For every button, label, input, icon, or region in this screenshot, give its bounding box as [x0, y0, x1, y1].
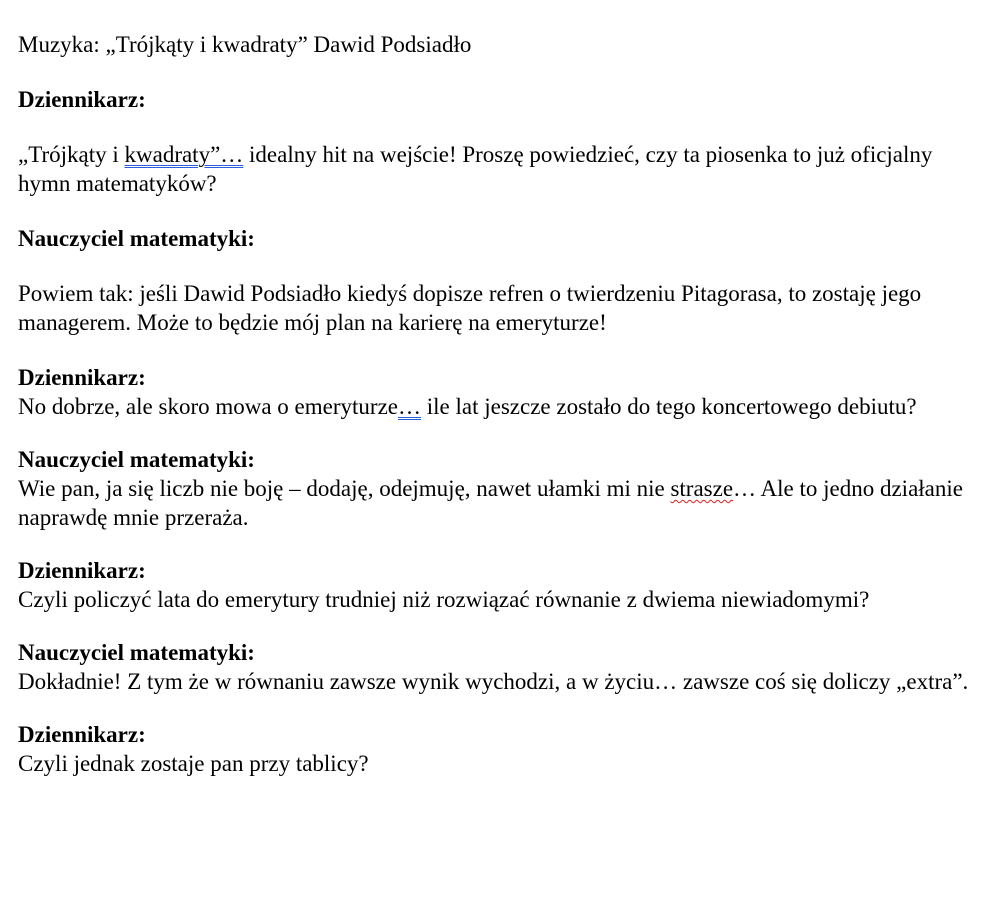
- text-segment: idealny hit na wejście! Proszę powiedzieć, czy ta piosenka to już oficjalny hymn matematyków?: [18, 142, 933, 196]
- journalist-question-3: Czyli policzyć lata do emerytury trudniej niż rozwiązać równanie z dwiema niewiadomymi?: [18, 587, 870, 612]
- grammar-marked-text[interactable]: kwadraty”…: [124, 142, 244, 167]
- journalist-question-2: [18, 392, 988, 421]
- teacher-answer-2: [18, 474, 988, 532]
- spelling-marked-text[interactable]: strasze: [670, 476, 734, 501]
- speaker-journalist: Dziennikarz:: [18, 87, 146, 112]
- music-line: Muzyka: „Trójkąty i kwadraty” Dawid Podsiadło: [18, 32, 472, 57]
- speaker-journalist: Dziennikarz:: [18, 365, 146, 390]
- text-segment: No dobrze, ale skoro mowa o emeryturze: [18, 394, 398, 419]
- journalist-question-4: Czyli jednak zostaje pan przy tablicy?: [18, 751, 369, 776]
- text-segment: „Trójkąty i: [18, 142, 125, 167]
- journalist-question-1: [18, 140, 988, 198]
- document-body: [18, 30, 988, 778]
- teacher-answer-3: Dokładnie! Z tym że w równaniu zawsze wynik wychodzi, a w życiu… zawsze coś się doliczy „extra”.: [18, 669, 969, 694]
- teacher-answer-1: Powiem tak: jeśli Dawid Podsiadło kiedyś dopisze refren o twierdzeniu Pitagorasa, to zostaję jego managerem. Może to będzie mój plan na karierę na emeryturze!: [18, 281, 922, 335]
- speaker-journalist: Dziennikarz:: [18, 722, 146, 747]
- speaker-teacher: Nauczyciel matematyki:: [18, 226, 255, 251]
- text-segment: … Ale to jedno działanie naprawdę mnie przeraża.: [18, 476, 963, 530]
- speaker-teacher: Nauczyciel matematyki:: [18, 640, 255, 665]
- grammar-marked-text[interactable]: …: [398, 394, 421, 419]
- speaker-teacher: Nauczyciel matematyki:: [18, 447, 255, 472]
- text-segment: ile lat jeszcze zostało do tego koncertowego debiutu?: [421, 394, 917, 419]
- text-segment: Wie pan, ja się liczb nie boję – dodaję, odejmuję, nawet ułamki mi nie: [18, 476, 671, 501]
- speaker-journalist: Dziennikarz:: [18, 558, 146, 583]
